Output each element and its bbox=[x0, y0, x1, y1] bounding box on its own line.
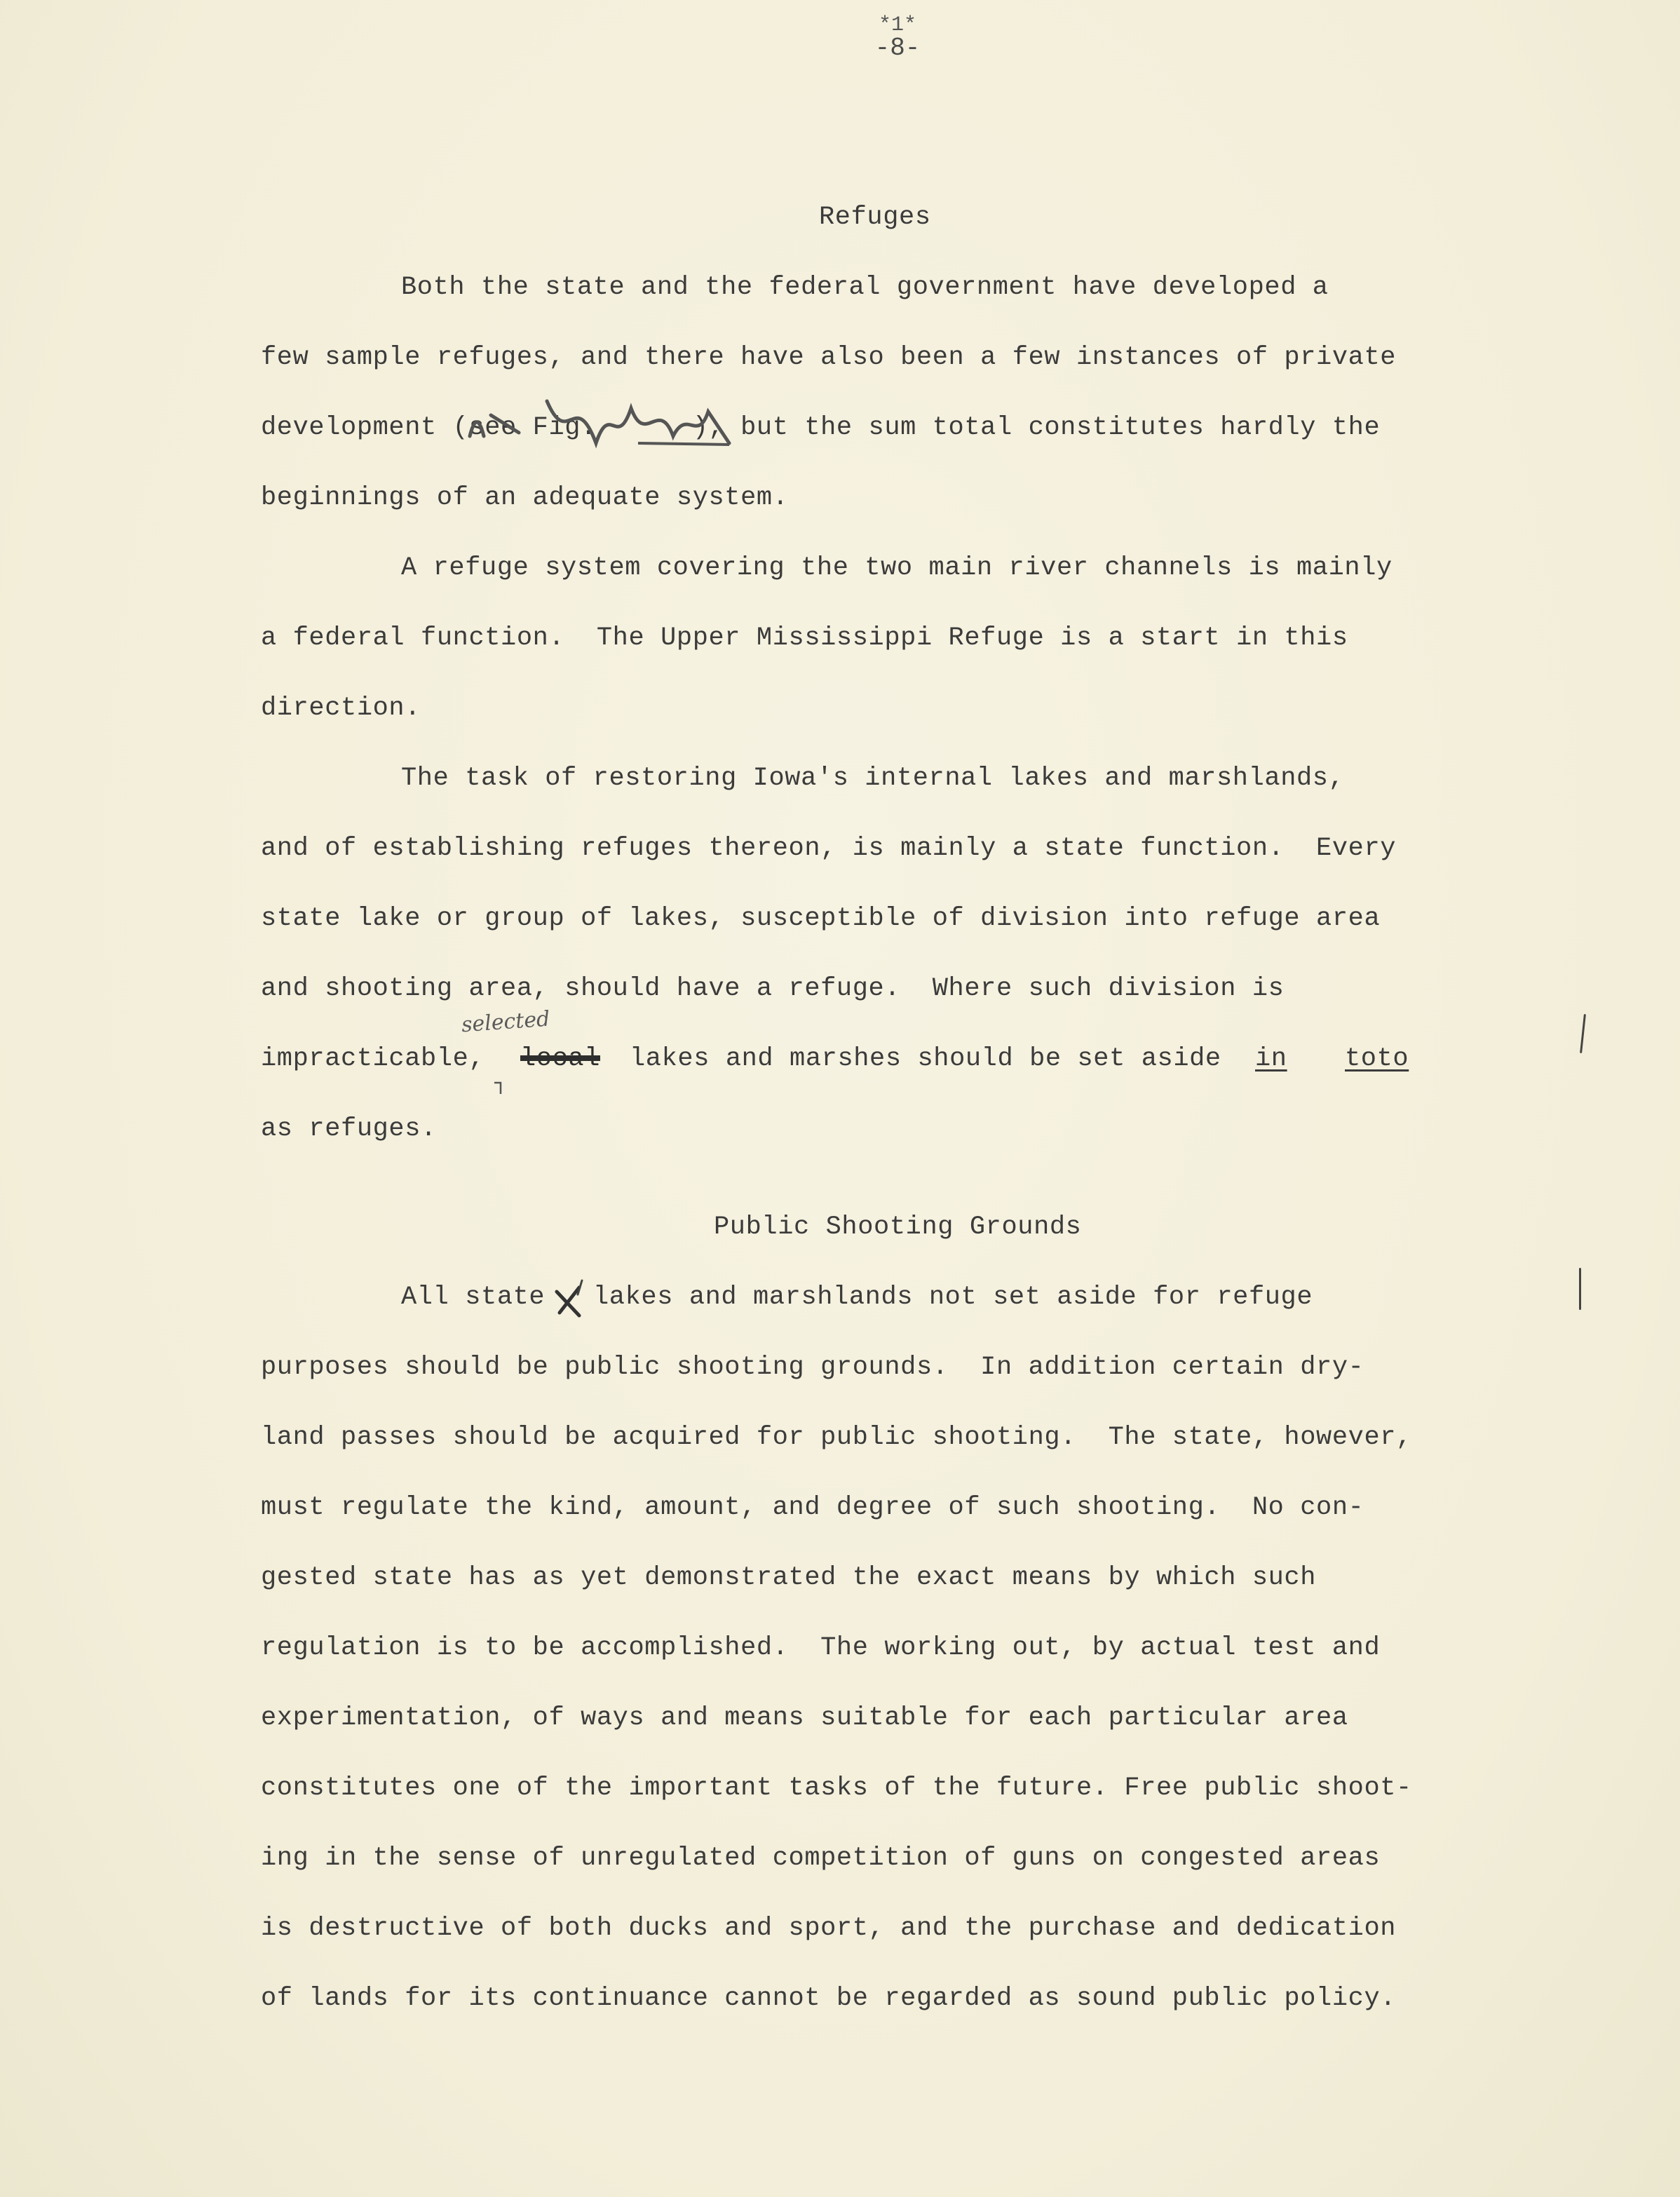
paragraph-line: lakes and marshlands not set aside for refuge bbox=[593, 1283, 1313, 1312]
section-heading-refuges: Refuges bbox=[819, 203, 931, 232]
paragraph-line: constitutes one of the important tasks of the future. Free public shoot- bbox=[261, 1773, 1412, 1803]
paragraph-line: purposes should be public shooting grounds. In addition certain dry- bbox=[261, 1353, 1364, 1382]
paragraph-line: direction. bbox=[261, 694, 421, 723]
paragraph-line: and shooting area, should have a refuge. Where such division is bbox=[261, 974, 1285, 1003]
page-number-pencil: *1* bbox=[878, 13, 916, 37]
paragraph-line: The task of restoring Iowa's internal lakes and marshlands, bbox=[401, 764, 1345, 793]
paragraph-line: must regulate the kind, amount, and degree of such shooting. No con- bbox=[261, 1493, 1364, 1522]
paragraph-line: few sample refuges, and there have also been a few instances of private bbox=[261, 343, 1397, 372]
handwritten-insertion: selected bbox=[460, 1006, 551, 1038]
caret-mark-icon bbox=[492, 1080, 506, 1097]
section-heading-public-shooting-grounds: Public Shooting Grounds bbox=[714, 1212, 1082, 1242]
paragraph-line: state lake or group of lakes, susceptible of division into refuge area bbox=[261, 904, 1381, 933]
underlined-word: toto bbox=[1345, 1044, 1409, 1074]
handwritten-x-mark-icon bbox=[554, 1278, 586, 1320]
paragraph-line: land passes should be acquired for public shooting. The state, however, bbox=[261, 1423, 1412, 1452]
paragraph-line: regulation is to be accomplished. The working out, by actual test and bbox=[261, 1633, 1381, 1663]
margin-mark bbox=[1579, 1268, 1581, 1310]
paragraph-line: and of establishing refuges thereon, is mainly a state function. Every bbox=[261, 834, 1397, 863]
paragraph-line: impracticable, bbox=[261, 1044, 485, 1074]
underlined-word: in bbox=[1255, 1044, 1287, 1074]
paragraph-line: ing in the sense of unregulated competition of guns on congested areas bbox=[261, 1844, 1381, 1873]
margin-mark bbox=[1580, 1014, 1586, 1053]
paragraph-line: beginnings of an adequate system. bbox=[261, 483, 789, 513]
paragraph-line: All state bbox=[401, 1283, 546, 1312]
paragraph-line: A refuge system covering the two main river channels is mainly bbox=[401, 553, 1393, 583]
paragraph-line: gested state has as yet demonstrated the exact means by which such bbox=[261, 1563, 1317, 1593]
paragraph-line: a federal function. The Upper Mississippi Refuge is a start in this bbox=[261, 623, 1348, 653]
crossed-out-figure-reference-scribble bbox=[463, 394, 743, 457]
page-number bbox=[855, 15, 940, 62]
paragraph-line: Both the state and the federal government have developed a bbox=[401, 273, 1329, 302]
paragraph-line: of lands for its continuance cannot be regarded as sound public policy. bbox=[261, 1984, 1397, 2013]
paragraph-line: development (see Fig. ), but the sum total constitutes hardly the bbox=[261, 413, 1381, 442]
paragraph-line: as refuges. bbox=[261, 1114, 437, 1144]
page-number-typed: -8- bbox=[874, 34, 921, 62]
struck-word: local bbox=[520, 1044, 601, 1074]
paragraph-line: lakes and marshes should be set aside bbox=[630, 1044, 1221, 1074]
paragraph-line: is destructive of both ducks and sport, and the purchase and dedication bbox=[261, 1914, 1397, 1943]
paragraph-line: experimentation, of ways and means suitable for each particular area bbox=[261, 1703, 1348, 1733]
